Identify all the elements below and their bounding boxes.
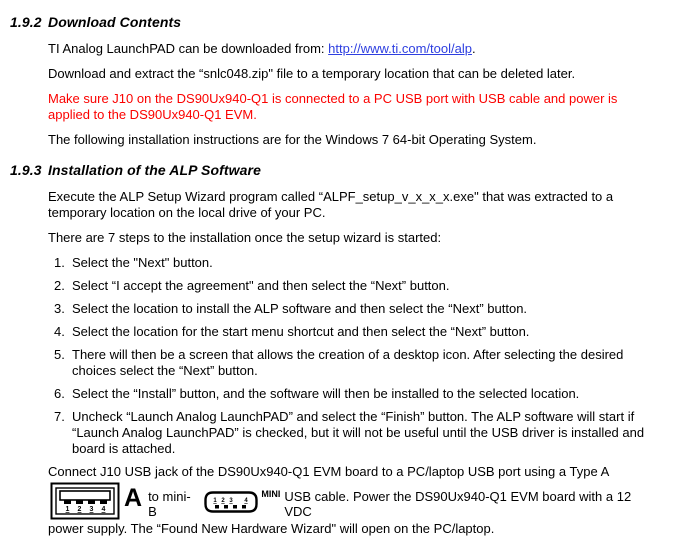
list-item (54, 386, 662, 402)
usb-a-pin-label: 4 (101, 506, 106, 513)
section-alp-installation (10, 162, 662, 537)
list-item (54, 278, 662, 294)
step-text: There will then be a screen that allows the creation of a desktop icon. After selecting the desired choices select the “Next” button. (72, 347, 624, 378)
step-text: Select “I accept the agreement" and then select the “Next” button. (72, 278, 450, 293)
paragraph-power-supply: power supply. The “Found New Hardware Wizard" will open on the PC/laptop. (48, 521, 495, 536)
mini-b-pin-label: 3 (229, 498, 233, 504)
usb-a-pin-label: 1 (65, 506, 70, 513)
usb-mini-b-connector-icon (204, 491, 258, 513)
section-title: Download Contents (48, 14, 182, 30)
paragraph-warning-usb-power: Make sure J10 on the DS90Ux940-Q1 is connected to a PC USB port with USB cable and power is applied to the DS90Ux940-Q1 EVM. (48, 91, 618, 122)
section-number: 1.9.3 (10, 162, 42, 178)
list-item (54, 324, 662, 340)
paragraph-extract-zip: Download and extract the “snlc048.zip" file to a temporary location that can be deleted later. (48, 66, 576, 81)
mini-b-pin-label: 1 (213, 498, 217, 504)
list-item (54, 301, 662, 317)
installation-steps-list (54, 255, 662, 457)
list-item (54, 409, 662, 457)
download-source-text: TI Analog LaunchPAD can be downloaded from: (48, 41, 329, 56)
section-number: 1.9.2 (10, 14, 42, 30)
paragraph-download-source (48, 41, 662, 57)
step-number: 2. (54, 278, 65, 293)
step-text: Select the "Next" button. (72, 255, 213, 270)
step-text: Select the location for the start menu shortcut and then select the “Next” button. (72, 324, 530, 339)
step-number: 1. (54, 255, 65, 270)
alp-download-link[interactable]: http://www.ti.com/tool/alp (328, 41, 472, 56)
section-title: Installation of the ALP Software (48, 162, 261, 178)
usb-cable-sentence: USB cable. Power the DS90Ux940-Q1 EVM board with a 12 VDC (284, 489, 632, 519)
usb-a-pin-label: 3 (89, 506, 94, 513)
step-number: 3. (54, 301, 65, 316)
step-number: 6. (54, 386, 65, 401)
mini-text-label: MINI (261, 489, 281, 499)
paragraph-execute-wizard: Execute the ALP Setup Wizard program called “ALPF_setup_v_x_x_x.exe" that was extracted to a temporary location on the local drive of your PC. (48, 189, 614, 220)
section-download-contents (10, 14, 662, 148)
to-mini-b-text: to mini-B (148, 489, 191, 519)
sentence-period: . (471, 41, 476, 56)
paragraph-os-note: The following installation instructions are for the Windows 7 64-bit Operating System. (48, 132, 537, 147)
usb-cable-icon-line (50, 482, 662, 520)
section-heading-1-9-3 (10, 162, 662, 178)
paragraph-steps-intro: There are 7 steps to the installation once the setup wizard is started: (48, 230, 442, 245)
usb-type-a-connector-icon (50, 482, 120, 520)
step-text: Select the “Install” button, and the software will then be installed to the selected location. (72, 386, 580, 401)
step-number: 7. (54, 409, 65, 424)
usb-a-pin-label: 2 (77, 506, 82, 513)
type-a-letter-label: A (124, 483, 143, 512)
list-item (54, 255, 662, 271)
mini-b-pin-label: 4 (244, 498, 248, 504)
section-heading-1-9-2 (10, 14, 662, 30)
step-number: 5. (54, 347, 65, 362)
list-item (54, 347, 662, 379)
paragraph-connect-j10: Connect J10 USB jack of the DS90Ux940-Q1 EVM board to a PC/laptop USB port using a Type A (48, 464, 610, 479)
step-number: 4. (54, 324, 65, 339)
step-text: Uncheck “Launch Analog LaunchPAD” and select the “Finish” button. The ALP software will start if “Launch Analog LaunchPAD” is checked, but it will not be useful until the USB driver is installed and board is attached. (72, 409, 645, 456)
mini-b-pin-label: 2 (221, 498, 225, 504)
step-text: Select the location to install the ALP software and then select the “Next” button. (72, 301, 528, 316)
